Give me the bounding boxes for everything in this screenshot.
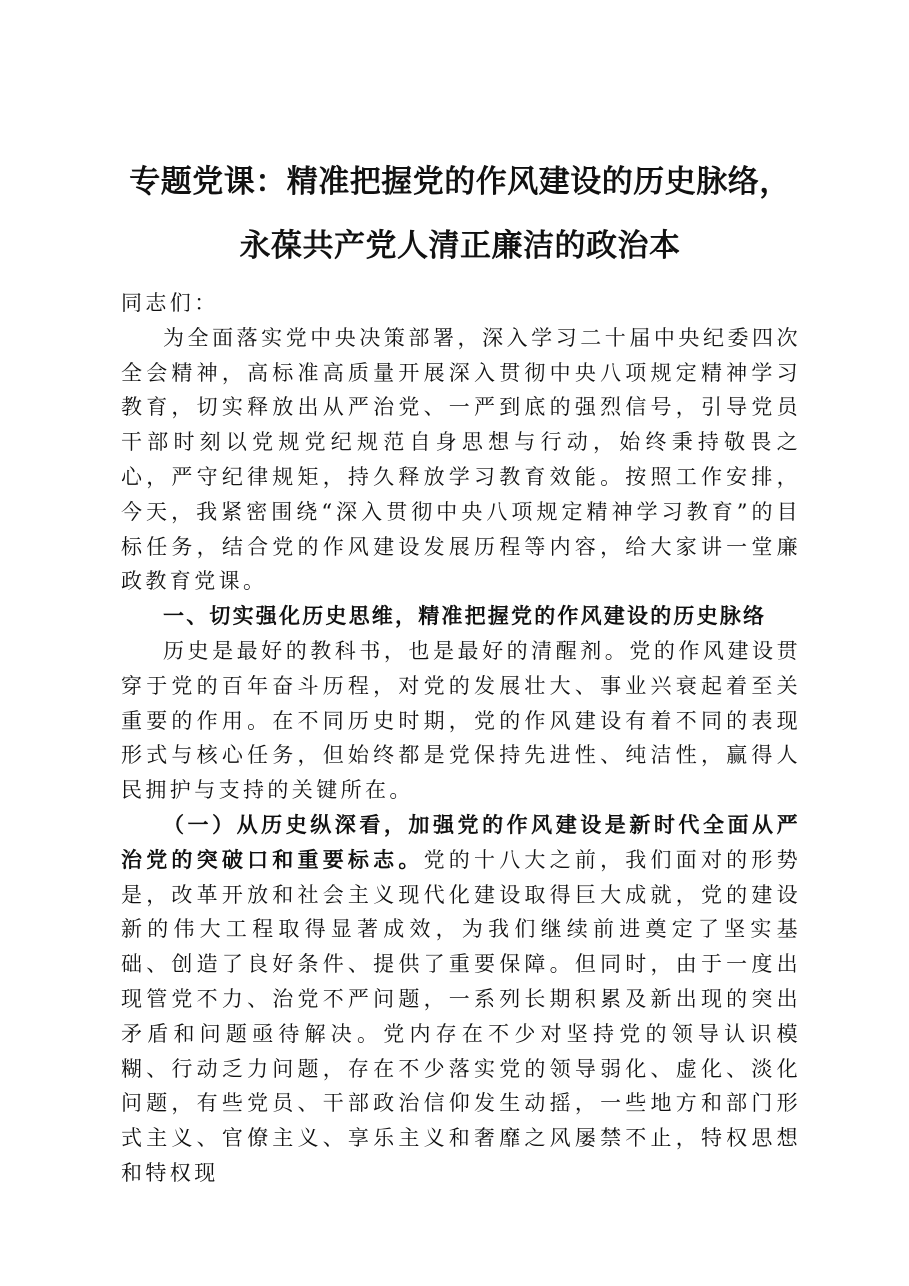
salutation: 同志们： bbox=[121, 291, 219, 315]
document-title-line-2: 永葆共产党人清正廉洁的政治本 bbox=[239, 228, 681, 264]
document-title-line-1: 专题党课：精准把握党的作风建设的历史脉络， bbox=[129, 164, 791, 200]
subsection-1-text: 党的十八大之前，我们面对的形势是，改革开放和社会主义现代化建设取得巨大成就，党的建设新的伟大工程取得显著成效，为我们继续前进奠定了坚实基础、创造了良好条件、提供了重要保障。但同时，由于一度出现管党不力、治党不严问题，一系列长期积累及新出现的突出矛盾和问题亟待解决。党内存在不少对坚持党的领导认识模糊、行动乏力问题，存在不少落实党的领导弱化、虚化、淡化问题，有些党员、干部政治信仰发生动摇，一些地方和部门形式主义、官僚主义、享乐主义和奢靡之风屡禁不止，特权思想和特权现 bbox=[121, 847, 801, 1185]
section-heading-1: 一、切实强化历史思维，精准把握党的作风建设的历史脉络 bbox=[163, 604, 767, 629]
intro-paragraph: 为全面落实党中央决策部署，深入学习二十届中央纪委四次全会精神，高标准高质量开展深入贯彻中央八项规定精神学习教育，切实释放出从严治党、一严到底的强烈信号，引导党员干部时刻以党规党纪规范自身思想与行动，始终秉持敬畏之心，严守纪律规矩，持久释放学习教育效能。按照工作安排，今天，我紧密围绕“深入贯彻中央八项规定精神学习教育”的目标任务，结合党的作风建设发展历程等内容，给大家讲一堂廉政教育党课。 bbox=[121, 325, 801, 594]
subsection-1-lead: （一）从历史纵深看，加强党的作风建设是新时代全面从严治党的突破口和重要标志。 bbox=[121, 812, 801, 872]
section-1-paragraph: 历史是最好的教科书，也是最好的清醒剂。党的作风建设贯穿于党的百年奋斗历程，对党的发展壮大、事业兴衰起着至关重要的作用。在不同历史时期，党的作风建设有着不同的表现形式与核心任务，但始终都是党保持先进性、纯洁性，赢得人民拥护与支持的关键所在。 bbox=[121, 638, 801, 803]
subsection-1-paragraph bbox=[121, 808, 801, 1191]
document-body bbox=[121, 286, 801, 1191]
